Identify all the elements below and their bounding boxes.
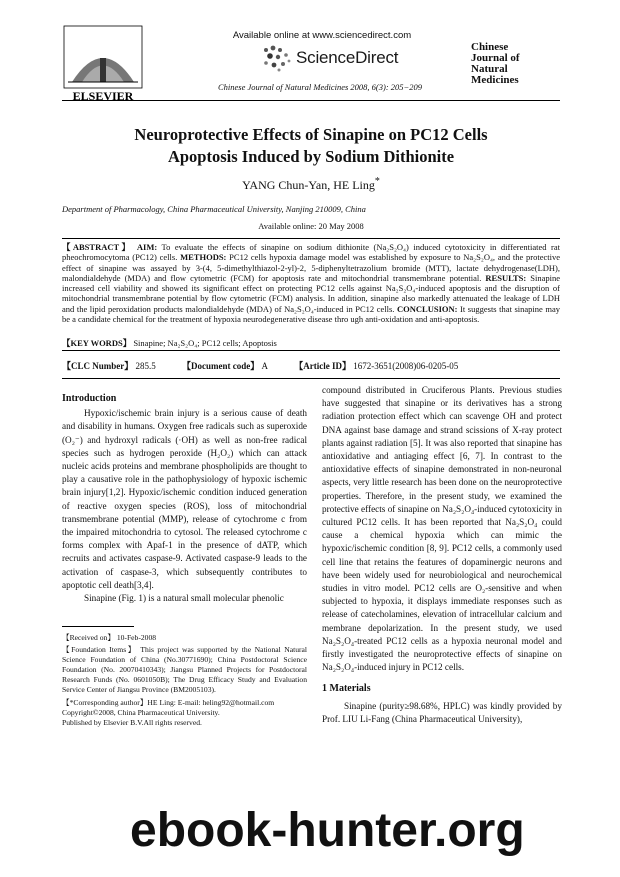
header-divider [62, 100, 560, 101]
right-column [322, 384, 562, 726]
foundation-note: 【Foundation Items】 This project was supported by the National Natural Science Foundation of China (No.30771690); China Postdoctoral Science Foundation (No. 20070410343); Jiangsu Planned Projects for Postdoctoral Research Funds (No. 0601050B); The Drug Efficacy Study and Evaluation Service Center of Jiangsu Province (BM2005103). [62, 645, 307, 695]
corresponding-mark: * [374, 176, 380, 187]
keywords-text: Sinapine; Na₂S₂O₄; PC12 cells; Apoptosis [133, 338, 277, 348]
journal-name [471, 42, 520, 86]
keywords-label: 【KEY WORDS】 [62, 338, 132, 348]
doc-code-label: 【Document code】 [182, 361, 260, 371]
journal-name-line: Medicines [471, 74, 519, 86]
affiliation: Department of Pharmacology, China Pharmaceutical University, Nanjing 210009, China [62, 204, 366, 214]
title-line-2: Apoptosis Induced by Sodium Dithionite [167, 147, 455, 166]
abstract-bottom-rule [62, 350, 560, 351]
article-id-label: 【Article ID】 [294, 361, 351, 371]
classification-line [62, 359, 560, 372]
doc-code-value: A [261, 361, 268, 371]
results-text: Sinapine increased cell viability and showed its significant effect on protecting PC12 cells against Na₂S₂O₄-induced apoptosis and the disruption of mitochondrial transmembrane potential by flow cytometric (FCM) analysis. In addition, sinapine also markedly attenuated the leakage of LDH and the lipid peroxidation products malondialdehyde (MDA) of Na₂S₂O₄-induced in PC12 cells. [62, 272, 561, 314]
clc-value: 285.5 [135, 361, 156, 371]
footnote-rule [62, 626, 134, 627]
aim-text: To evaluate the effects of sinapine on sodium dithionite (Na₂S₂O₄) induced cytotoxicity in differentiated rat pheochromocytoma (PC12) cells. [62, 242, 560, 263]
conclusion-label: CONCLUSION: [397, 303, 458, 314]
body-top-rule [62, 378, 560, 379]
received-note: 【Received on】 10-Feb-2008 [62, 633, 157, 642]
sciencedirect-dots-icon [260, 44, 294, 74]
article-id-value: 1672-3651(2008)06-0205-05 [353, 361, 459, 371]
abstract-label: 【ABSTRACT】 [62, 242, 133, 252]
publisher-note: Published by Elsevier B.V.All rights reserved. [62, 717, 202, 727]
sciencedirect-logo [260, 44, 420, 74]
elsevier-logo [62, 24, 144, 104]
methods-text: PC12 cells hypoxia damage model was established by exposure to Na₂S₂O₄, and the protective effect of sinapine was assayed by 3-(4, 5-dimethylthiazol-2-yl)-2, 5-diphenyltetrazolium bromide (MTT), lactate dehydrogenase(LDH), malondialdehyde (MDA) and flow cytometric (FCM) for apoptosis rate and mitochondrial transmembrane potential. [62, 252, 561, 283]
corresponding-note: 【*Corresponding author】HE Ling: E-mail: heling92@hotmail.com [62, 697, 275, 707]
watermark [120, 800, 620, 860]
conclusion-text: It suggests that sinapine may be a candidate chemical for the treatment of hypoxia neurodegenerative disease thro ugh anti-oxidation and anti-apoptosis. [62, 303, 561, 325]
journal-citation: Chinese Journal of Natural Medicines 2008, 6(3): 205−209 [217, 82, 423, 92]
sciencedirect-label: ScienceDirect [296, 48, 399, 67]
authors-text: YANG Chun-Yan, HE Ling [242, 178, 375, 192]
article-title [62, 124, 560, 168]
methods-label: METHODS: [180, 252, 227, 263]
journal-name-line: Chinese [471, 41, 509, 53]
intro-heading: Introduction [62, 393, 117, 404]
right-paragraph-1: compound distributed in Cruciferous Plants. Previous studies have suggested that sinapine or its derivatives has a strong radiation protection effect which can scavenge OH and protect DNA against base damage and strand scissions of X-ray protect plants against radiation [5]. It was also reported that sinapine has antioxidative and antiaging effect [6, 7]. In contrast to the antioxidative effects of sinapine demonstrated in non-neuronal aspects, very little research has been done on the neuroprotective properties. Therefore, in the present study, we examined the protective effects of sinapine on Na₂S₂O₄-induced cytotoxicity in cultured PC12 cells. It has been reported that Na₂S₂O₄ could cause a chemical hypoxia which can mimic the hypoxic/ischemic condition [8, 9]. PC12 cells, a commonly used cell line that retains the features of dopaminergic neurons and have been widely used for neurobiological and neurochemical studies in vitro model. PC12 cells are O₂-sensitive and when subjected to hypoxia, it displays immediate responses such as release of catecholamines, elevation of intracellular calcium and membrane depolarization. In the present study, we used Na₂S₂O₄-treated PC12 cells as a hypoxia neuronal model and firstly investigated the neuroprotective effects of sinapine on Na₂S₂O₄-induced injury in PC12 cells. [322, 385, 562, 673]
intro-paragraph-1: Hypoxic/ischemic brain injury is a serious cause of death and disability in humans. Oxygen free radicals such as superoxide (O₂⁻) and hydroxyl radicals (·OH) as well as non-free radical species such as hydrogen peroxide (H₂O₂) which can attack nucleic acids proteins and membrane phospholipids are thought to play a causative role in the pathophysiology of hypoxic ischemic brain injury[1,2]. Hypoxic/ischemic condition induced generation of reactive oxygen species (ROS), loss of mitochondrial transmembrane potential (MMP), release of cytochrome c from the impaired mitochondria to cytosol. The released cytochrome c forms complex with Apaf-1 in the presence of dATP, which recruits and activates caspase-9. Activated caspase-9 leads to the activation of caspase-3, which subsequently contributes to apoptotic cell death[3,4]. [62, 408, 307, 590]
available-online-banner: Available online at www.sciencedirect.com [232, 30, 412, 41]
journal-name-line: Natural [471, 63, 508, 75]
materials-heading: 1 Materials [322, 683, 371, 695]
publisher-name: ELSEVIER [72, 89, 134, 103]
abstract-top-rule [62, 238, 560, 239]
available-online-date: Available online: 20 May 2008 [258, 221, 364, 231]
author-list [62, 176, 560, 193]
journal-name-line: Journal of [471, 52, 520, 64]
materials-paragraph-1: Sinapine (purity≥98.68%, HPLC) was kindly provided by Prof. LIU Li-Fang (China Pharmaceutical University), [322, 700, 562, 724]
footnotes [62, 633, 307, 728]
keywords [62, 337, 560, 349]
title-line-1: Neuroprotective Effects of Sinapine on PC12 Cells [134, 125, 488, 144]
results-label: RESULTS: [485, 272, 527, 283]
intro-paragraph-2: Sinapine (Fig. 1) is a natural small molecular phenolic [84, 593, 284, 604]
clc-label: 【CLC Number】 [62, 361, 134, 371]
abstract [62, 242, 560, 324]
copyright-note: Copyright©2008, China Pharmaceutical University. [62, 707, 220, 717]
aim-label: AIM: [136, 242, 158, 252]
watermark-text: ebook-hunter.org [130, 804, 525, 857]
left-column [62, 392, 307, 605]
